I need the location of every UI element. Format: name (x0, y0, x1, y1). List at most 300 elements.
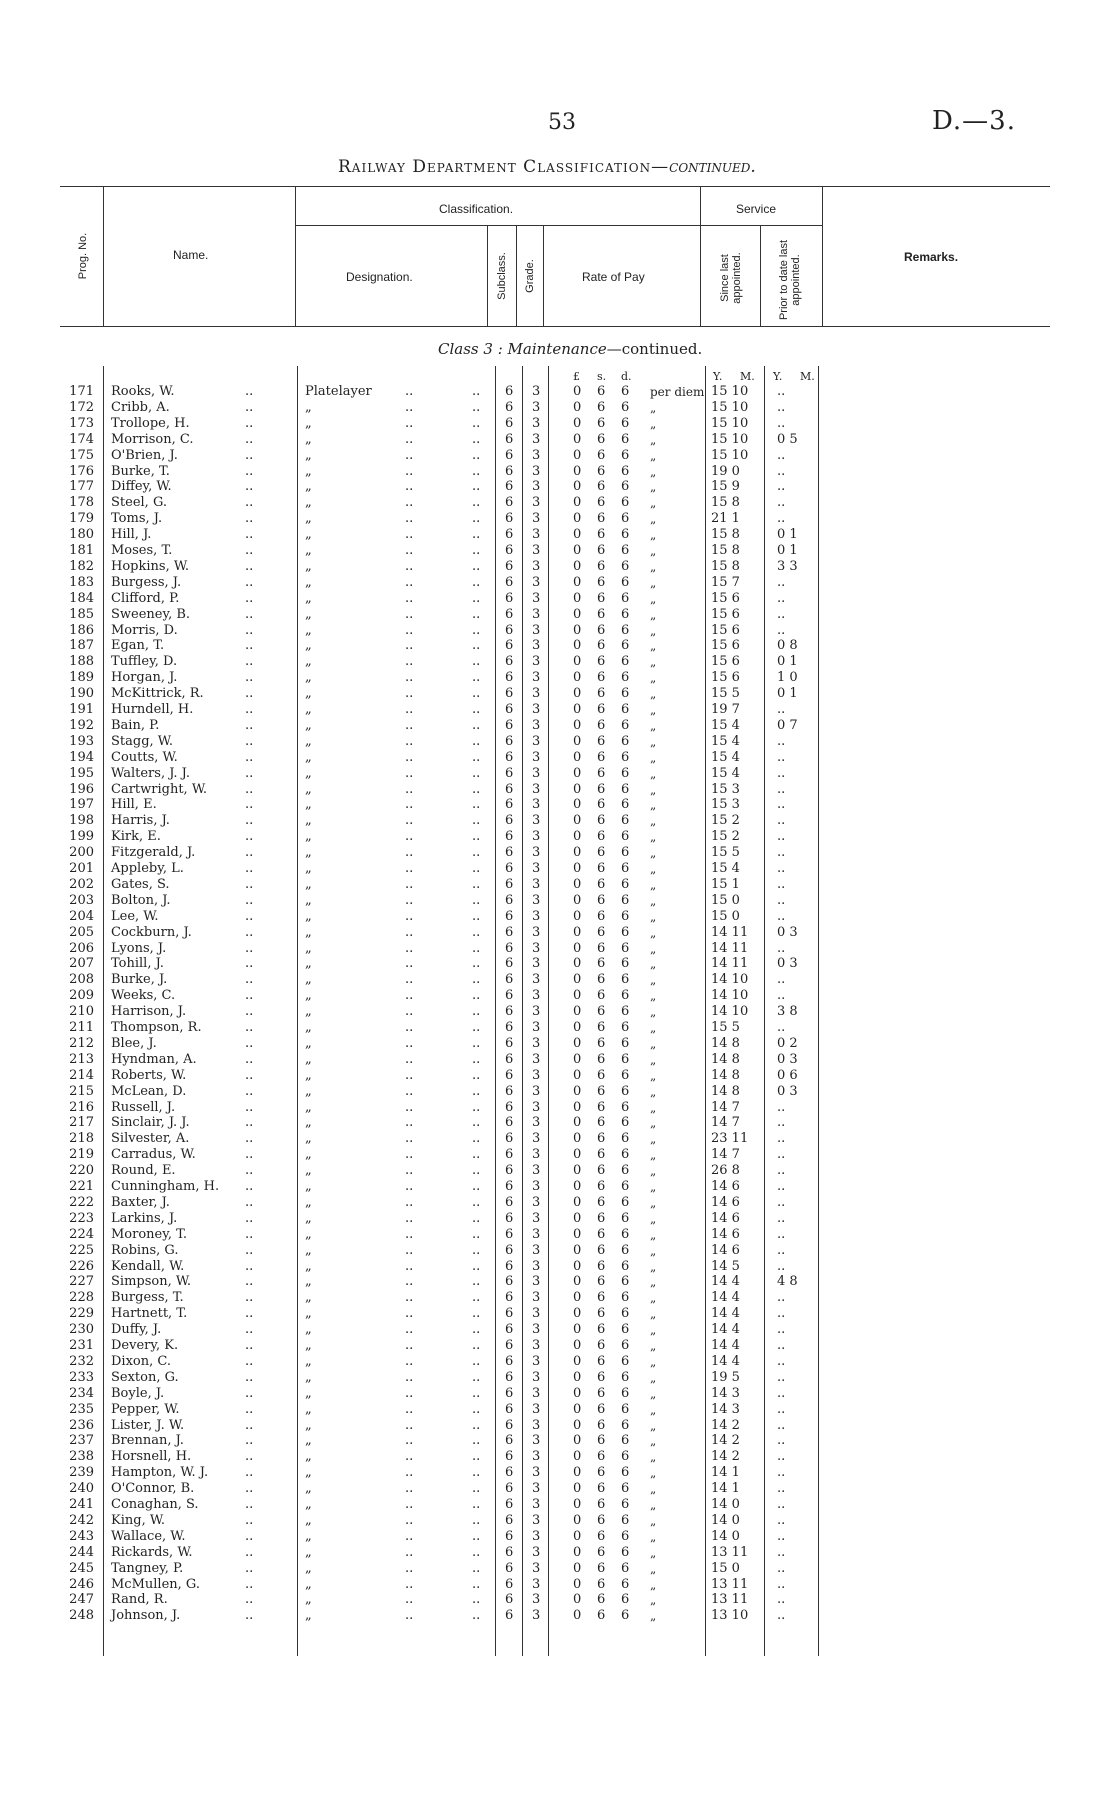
row-pay-pounds: 0 (573, 988, 582, 1004)
row-service-prior: .. (777, 1306, 786, 1322)
row-service-prior: .. (777, 1290, 786, 1306)
row-name: Lyons, J. (111, 940, 167, 956)
leader-dots: .. (472, 1194, 481, 1210)
row-subclass: 6 (505, 415, 514, 431)
leader-dots: .. (245, 1051, 254, 1067)
row-pay-pounds: 0 (573, 686, 582, 702)
row-name: Bain, P. (111, 717, 160, 733)
row-designation: „ (305, 590, 312, 606)
row-pay-pounds: 0 (573, 940, 582, 956)
row-grade: 3 (532, 1322, 541, 1338)
row-service-since: 14 0 (711, 1497, 740, 1512)
row-pay-pence: 6 (621, 813, 630, 829)
row-pay-shillings: 6 (597, 1608, 606, 1624)
row-pay-pounds: 0 (573, 1449, 582, 1465)
row-service-prior: .. (777, 1592, 786, 1608)
row-number: 177 (69, 479, 94, 495)
row-pay-pence: 6 (621, 384, 630, 399)
row-subclass: 6 (505, 1194, 514, 1210)
row-service-prior: .. (777, 495, 786, 511)
row-service-prior: .. (777, 1433, 786, 1449)
divider-grade-rate (543, 225, 544, 326)
table-row (0, 845, 1114, 861)
leader-dots: .. (472, 1131, 481, 1147)
row-subclass: 6 (505, 1163, 514, 1179)
row-subclass: 6 (505, 1035, 514, 1051)
leader-dots: .. (245, 940, 254, 956)
row-pay-shillings: 6 (597, 1417, 606, 1433)
row-number: 188 (69, 654, 94, 670)
row-name: Silvester, A. (111, 1131, 190, 1147)
leader-dots: .. (245, 1131, 254, 1147)
row-designation: „ (305, 622, 312, 638)
row-pay-pounds: 0 (573, 1004, 582, 1020)
row-name: Duffy, J. (111, 1322, 162, 1338)
row-pay-pounds: 0 (573, 1497, 582, 1512)
row-subclass: 6 (505, 558, 514, 574)
divider-service-remarks (822, 186, 823, 326)
leader-dots: .. (405, 1115, 414, 1131)
row-subclass: 6 (505, 1417, 514, 1433)
row-name: Rooks, W. (111, 384, 175, 399)
row-service-since: 14 4 (711, 1338, 740, 1353)
leader-dots: .. (472, 861, 481, 876)
row-pay-unit: „ (650, 814, 657, 829)
row-pay-pence: 6 (621, 1051, 630, 1067)
table-row (0, 1513, 1114, 1529)
leader-dots: .. (245, 1576, 254, 1592)
row-subclass: 6 (505, 1497, 514, 1512)
row-pay-shillings: 6 (597, 1592, 606, 1608)
leader-dots: .. (405, 813, 414, 829)
row-number: 176 (69, 463, 94, 479)
row-pay-shillings: 6 (597, 1099, 606, 1115)
leader-dots: .. (245, 845, 254, 861)
row-name: Appleby, L. (111, 861, 184, 876)
row-name: Moroney, T. (111, 1226, 188, 1242)
leader-dots: .. (245, 972, 254, 988)
row-number: 224 (69, 1226, 94, 1242)
leader-dots: .. (405, 479, 414, 495)
row-grade: 3 (532, 861, 541, 876)
row-pay-pounds: 0 (573, 431, 582, 447)
row-service-prior: .. (777, 749, 786, 765)
row-pay-pence: 6 (621, 829, 630, 845)
row-designation: „ (305, 1115, 312, 1131)
table-row (0, 1577, 1114, 1593)
row-service-since: 15 6 (711, 654, 740, 670)
row-designation: „ (305, 1306, 312, 1322)
row-designation: „ (305, 1497, 312, 1512)
leader-dots: .. (245, 574, 254, 590)
row-grade: 3 (532, 1179, 541, 1194)
row-name: Trollope, H. (111, 415, 190, 431)
row-name: O'Connor, B. (111, 1481, 195, 1497)
leader-dots: .. (405, 543, 414, 558)
row-service-since: 14 8 (711, 1035, 740, 1051)
row-grade: 3 (532, 1258, 541, 1274)
row-grade: 3 (532, 829, 541, 845)
row-name: Sinclair, J. J. (111, 1115, 190, 1131)
table-row (0, 1418, 1114, 1434)
row-grade: 3 (532, 431, 541, 447)
row-pay-pounds: 0 (573, 749, 582, 765)
row-service-prior: .. (777, 1258, 786, 1274)
row-pay-unit: „ (650, 798, 657, 813)
row-designation: „ (305, 1544, 312, 1560)
row-pay-unit: „ (650, 925, 657, 940)
row-designation: „ (305, 1242, 312, 1258)
row-subclass: 6 (505, 1353, 514, 1369)
row-service-since: 15 5 (711, 845, 740, 861)
row-grade: 3 (532, 1544, 541, 1560)
row-grade: 3 (532, 749, 541, 765)
row-service-since: 14 7 (711, 1099, 740, 1115)
row-name: Bolton, J. (111, 892, 171, 908)
row-pay-shillings: 6 (597, 415, 606, 431)
table-row (0, 1545, 1114, 1561)
row-pay-shillings: 6 (597, 543, 606, 558)
row-pay-unit: „ (650, 464, 657, 479)
row-number: 232 (69, 1353, 94, 1369)
row-pay-pence: 6 (621, 1131, 630, 1147)
row-service-since: 13 10 (711, 1608, 749, 1624)
row-service-since: 14 6 (711, 1179, 740, 1194)
row-designation: „ (305, 527, 312, 543)
row-designation: „ (305, 1020, 312, 1035)
row-grade: 3 (532, 924, 541, 940)
row-designation: „ (305, 1051, 312, 1067)
row-pay-shillings: 6 (597, 1369, 606, 1385)
row-pay-shillings: 6 (597, 1004, 606, 1020)
row-subclass: 6 (505, 1401, 514, 1417)
row-pay-pence: 6 (621, 1194, 630, 1210)
row-service-prior: .. (777, 1576, 786, 1592)
row-designation: „ (305, 956, 312, 972)
leader-dots: .. (405, 1290, 414, 1306)
row-grade: 3 (532, 988, 541, 1004)
row-number: 190 (69, 686, 94, 702)
row-service-prior: .. (777, 1322, 786, 1338)
row-number: 175 (69, 447, 94, 463)
leader-dots: .. (245, 431, 254, 447)
row-pay-unit: „ (650, 862, 657, 876)
leader-dots: .. (472, 1210, 481, 1226)
row-grade: 3 (532, 1242, 541, 1258)
row-subclass: 6 (505, 1465, 514, 1481)
row-grade: 3 (532, 1194, 541, 1210)
row-service-since: 14 8 (711, 1067, 740, 1083)
row-number: 211 (69, 1020, 94, 1035)
row-service-since: 15 3 (711, 797, 740, 813)
row-service-prior: 0 2 (777, 1035, 798, 1051)
row-service-prior: .. (777, 622, 786, 638)
row-number: 217 (69, 1115, 94, 1131)
row-grade: 3 (532, 606, 541, 622)
row-pay-shillings: 6 (597, 924, 606, 940)
row-service-since: 14 10 (711, 972, 749, 988)
row-number: 186 (69, 622, 94, 638)
row-grade: 3 (532, 1497, 541, 1512)
row-grade: 3 (532, 1608, 541, 1624)
row-pay-pounds: 0 (573, 1020, 582, 1035)
row-name: McMullen, G. (111, 1576, 200, 1592)
row-service-since: 14 8 (711, 1051, 740, 1067)
row-service-since: 15 6 (711, 638, 740, 654)
row-name: Blee, J. (111, 1035, 157, 1051)
row-grade: 3 (532, 797, 541, 813)
row-name: Morrison, C. (111, 431, 194, 447)
leader-dots: .. (405, 1353, 414, 1369)
table-row (0, 1131, 1114, 1147)
leader-dots: .. (405, 606, 414, 622)
row-service-prior: .. (777, 1465, 786, 1481)
leader-dots: .. (245, 1544, 254, 1560)
row-pay-pence: 6 (621, 1242, 630, 1258)
row-subclass: 6 (505, 717, 514, 733)
leader-dots: .. (472, 956, 481, 972)
row-pay-shillings: 6 (597, 908, 606, 924)
row-pay-unit: „ (650, 846, 657, 861)
row-subclass: 6 (505, 781, 514, 797)
row-number: 184 (69, 590, 94, 606)
row-service-prior: 1 0 (777, 670, 798, 686)
row-service-since: 14 11 (711, 924, 749, 940)
row-pay-pence: 6 (621, 558, 630, 574)
row-number: 230 (69, 1322, 94, 1338)
row-service-since: 15 0 (711, 908, 740, 924)
row-pay-pounds: 0 (573, 543, 582, 558)
row-designation: „ (305, 574, 312, 590)
row-service-since: 14 6 (711, 1210, 740, 1226)
leader-dots: .. (245, 1417, 254, 1433)
row-designation: „ (305, 702, 312, 717)
leader-dots: .. (245, 590, 254, 606)
table-row (0, 893, 1114, 909)
table-row (0, 575, 1114, 591)
row-pay-shillings: 6 (597, 876, 606, 892)
row-service-since: 14 1 (711, 1465, 740, 1481)
row-pay-unit: „ (650, 734, 657, 749)
leader-dots: .. (405, 527, 414, 543)
row-subclass: 6 (505, 1592, 514, 1608)
row-pay-pounds: 0 (573, 972, 582, 988)
row-designation: „ (305, 1099, 312, 1115)
row-service-since: 14 11 (711, 940, 749, 956)
row-service-since: 14 4 (711, 1322, 740, 1338)
row-pay-unit: „ (650, 703, 657, 717)
row-grade: 3 (532, 1020, 541, 1035)
row-pay-pence: 6 (621, 1115, 630, 1131)
row-service-since: 14 6 (711, 1226, 740, 1242)
row-service-prior: .. (777, 447, 786, 463)
leader-dots: .. (472, 1083, 481, 1099)
row-number: 202 (69, 876, 94, 892)
row-designation: „ (305, 749, 312, 765)
row-pay-pence: 6 (621, 511, 630, 527)
row-designation: „ (305, 1449, 312, 1465)
row-name: Dixon, C. (111, 1353, 171, 1369)
row-pay-pence: 6 (621, 702, 630, 717)
row-pay-pounds: 0 (573, 765, 582, 781)
row-pay-shillings: 6 (597, 1544, 606, 1560)
table-row (0, 638, 1114, 654)
row-number: 244 (69, 1544, 94, 1560)
row-pay-unit: „ (650, 989, 657, 1004)
leader-dots: .. (472, 1401, 481, 1417)
row-grade: 3 (532, 590, 541, 606)
row-pay-unit: „ (650, 1450, 657, 1465)
leader-dots: .. (405, 749, 414, 765)
row-name: Lister, J. W. (111, 1417, 185, 1433)
row-pay-pounds: 0 (573, 415, 582, 431)
leader-dots: .. (405, 1004, 414, 1020)
leader-dots: .. (245, 447, 254, 463)
row-name: Round, E. (111, 1163, 176, 1179)
row-pay-pence: 6 (621, 543, 630, 558)
leader-dots: .. (472, 1560, 481, 1576)
leader-dots: .. (245, 399, 254, 415)
row-service-prior: 0 6 (777, 1067, 798, 1083)
leader-dots: .. (245, 1147, 254, 1163)
leader-dots: .. (245, 781, 254, 797)
row-service-prior: 0 3 (777, 1051, 798, 1067)
row-pay-pence: 6 (621, 463, 630, 479)
leader-dots: .. (245, 1115, 254, 1131)
row-name: Harris, J. (111, 813, 170, 829)
row-pay-pence: 6 (621, 988, 630, 1004)
row-service-since: 14 5 (711, 1258, 740, 1274)
row-pay-shillings: 6 (597, 1067, 606, 1083)
row-name: Hurndell, H. (111, 702, 194, 717)
row-grade: 3 (532, 527, 541, 543)
row-pay-pounds: 0 (573, 606, 582, 622)
row-service-since: 14 4 (711, 1290, 740, 1306)
row-grade: 3 (532, 384, 541, 399)
leader-dots: .. (245, 670, 254, 686)
row-designation: „ (305, 495, 312, 511)
table-row (0, 591, 1114, 607)
row-service-since: 15 1 (711, 876, 740, 892)
leader-dots: .. (245, 1306, 254, 1322)
row-pay-pence: 6 (621, 447, 630, 463)
row-designation: „ (305, 1592, 312, 1608)
table-row (0, 1465, 1114, 1481)
table-row (0, 1036, 1114, 1052)
row-pay-shillings: 6 (597, 845, 606, 861)
leader-dots: .. (405, 702, 414, 717)
row-pay-unit: „ (650, 750, 657, 765)
row-grade: 3 (532, 1512, 541, 1528)
row-designation: „ (305, 892, 312, 908)
leader-dots: .. (472, 940, 481, 956)
leader-dots: .. (405, 384, 414, 399)
row-name: Kirk, E. (111, 829, 161, 845)
row-service-prior: 3 8 (777, 1004, 798, 1020)
row-pay-shillings: 6 (597, 1290, 606, 1306)
leader-dots: .. (245, 654, 254, 670)
row-pay-pounds: 0 (573, 399, 582, 415)
row-subclass: 6 (505, 1528, 514, 1544)
leader-dots: .. (245, 622, 254, 638)
table-row (0, 734, 1114, 750)
row-name: Devery, K. (111, 1338, 179, 1353)
row-pay-unit: „ (650, 830, 657, 845)
leader-dots: .. (245, 1290, 254, 1306)
leader-dots: .. (405, 1051, 414, 1067)
table-row (0, 1322, 1114, 1338)
row-service-prior: .. (777, 876, 786, 892)
row-pay-pounds: 0 (573, 670, 582, 686)
table-row (0, 448, 1114, 464)
row-service-since: 19 7 (711, 702, 740, 717)
row-number: 228 (69, 1290, 94, 1306)
row-service-prior: 0 1 (777, 654, 798, 670)
row-pay-pence: 6 (621, 622, 630, 638)
row-service-since: 14 1 (711, 1481, 740, 1497)
leader-dots: .. (472, 1115, 481, 1131)
leader-dots: .. (405, 558, 414, 574)
unit-since-years: Y. (713, 370, 723, 383)
row-pay-unit: „ (650, 416, 657, 431)
row-pay-shillings: 6 (597, 558, 606, 574)
leader-dots: .. (245, 415, 254, 431)
row-pay-pence: 6 (621, 1067, 630, 1083)
header-designation: Designation. (346, 270, 413, 284)
table-row (0, 1433, 1114, 1449)
table-row (0, 1163, 1114, 1179)
row-pay-unit: „ (650, 1052, 657, 1067)
class-heading (438, 340, 702, 358)
row-pay-unit: „ (650, 1068, 657, 1083)
row-number: 171 (69, 384, 94, 399)
row-grade: 3 (532, 1528, 541, 1544)
leader-dots: .. (245, 1481, 254, 1497)
table-row (0, 1529, 1114, 1545)
row-grade: 3 (532, 908, 541, 924)
row-service-prior: .. (777, 829, 786, 845)
row-service-prior: .. (777, 1194, 786, 1210)
row-service-prior: .. (777, 1020, 786, 1035)
divider-subclass-grade (516, 225, 517, 326)
row-subclass: 6 (505, 924, 514, 940)
table-row (0, 1020, 1114, 1036)
row-pay-unit: „ (650, 1180, 657, 1194)
leader-dots: .. (245, 1322, 254, 1338)
row-pay-pounds: 0 (573, 527, 582, 543)
row-designation: „ (305, 1035, 312, 1051)
row-pay-pence: 6 (621, 1544, 630, 1560)
row-pay-shillings: 6 (597, 1481, 606, 1497)
leader-dots: .. (245, 1258, 254, 1274)
row-pay-pounds: 0 (573, 1608, 582, 1624)
table-row (0, 1147, 1114, 1163)
row-service-prior: .. (777, 813, 786, 829)
row-designation: „ (305, 924, 312, 940)
row-service-prior: .. (777, 940, 786, 956)
header-rate-of-pay: Rate of Pay (582, 270, 645, 284)
row-pay-pence: 6 (621, 1210, 630, 1226)
leader-dots: .. (245, 1210, 254, 1226)
row-grade: 3 (532, 1083, 541, 1099)
row-grade: 3 (532, 1560, 541, 1576)
row-grade: 3 (532, 1433, 541, 1449)
row-designation: „ (305, 415, 312, 431)
row-number: 225 (69, 1242, 94, 1258)
row-subclass: 6 (505, 1512, 514, 1528)
row-subclass: 6 (505, 1051, 514, 1067)
row-pay-unit: „ (650, 496, 657, 511)
